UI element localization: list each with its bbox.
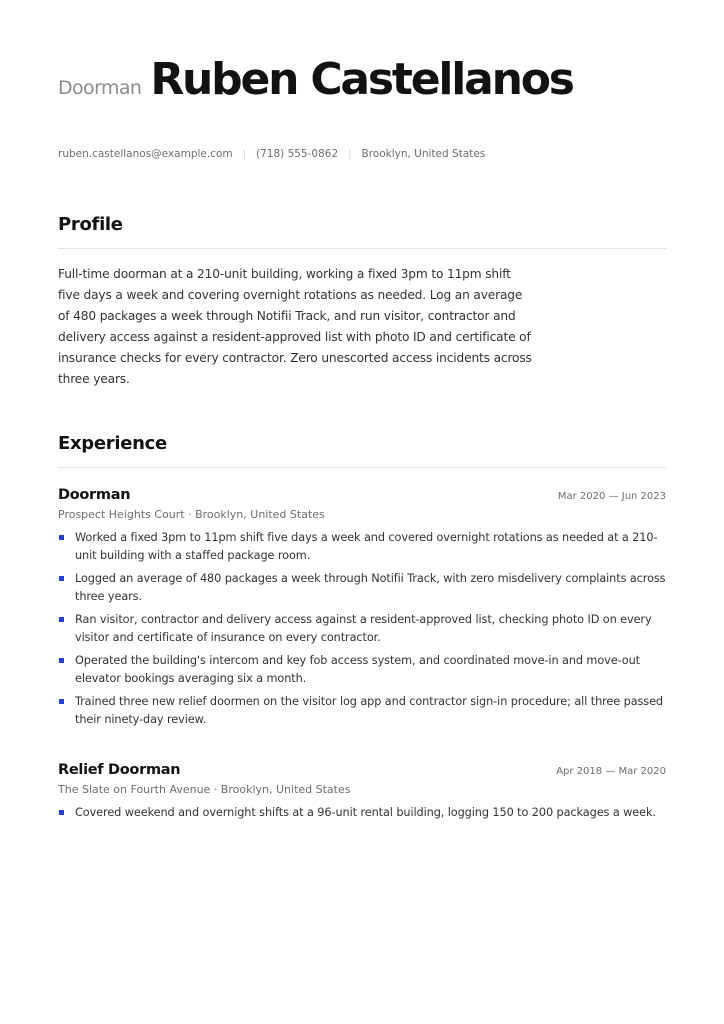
experience-bullet [58, 804, 666, 822]
experience-bullet [58, 611, 666, 647]
experience-item [58, 762, 666, 827]
bullet-square-icon [59, 535, 64, 540]
contact-separator: | [242, 148, 246, 160]
resume-header [58, 54, 573, 105]
bullet-square-icon [59, 576, 64, 581]
contact-location: Brooklyn, United States [361, 148, 486, 160]
experience-bullet [58, 693, 666, 729]
experience-item-header [58, 487, 666, 503]
experience-bullet-text: Logged an average of 480 packages a week through Notifii Track, with zero misdelivery complaints across three years. [75, 572, 666, 603]
experience-dates: Mar 2020 — Jun 2023 [557, 491, 666, 502]
experience-bullet [58, 652, 666, 688]
experience-bullet-list [58, 804, 666, 822]
contact-separator: | [348, 148, 352, 160]
experience-role: Relief Doorman [58, 762, 181, 778]
experience-bullet-text: Trained three new relief doormen on the visitor log app and contractor sign-in procedure; all three passed their ninety-day review. [75, 695, 664, 726]
contact-email[interactable]: ruben.castellanos@example.com [58, 148, 233, 160]
experience-item-header [58, 762, 666, 778]
experience-dates: Apr 2018 — Mar 2020 [556, 766, 666, 777]
contact-phone[interactable]: (718) 555-0862 [256, 148, 339, 160]
experience-organization: The Slate on Fourth Avenue · Brooklyn, United States [58, 783, 351, 796]
profile-section [58, 214, 666, 390]
candidate-name: Ruben Castellanos [150, 54, 573, 105]
experience-bullet [58, 570, 666, 606]
contact-line [58, 148, 485, 160]
experience-bullet-list [58, 529, 666, 729]
experience-bullet-text: Covered weekend and overnight shifts at a 96-unit rental building, logging 150 to 200 packages a week. [75, 806, 656, 819]
experience-role: Doorman [58, 487, 131, 503]
section-heading-experience: Experience [58, 433, 666, 468]
experience-section [58, 433, 666, 468]
bullet-square-icon [59, 699, 64, 704]
section-heading-profile: Profile [58, 214, 666, 249]
experience-bullet-text: Ran visitor, contractor and delivery access against a resident-approved list, checking photo ID on every visitor and certificate of insurance on every contractor. [75, 613, 652, 644]
experience-bullet [58, 529, 666, 565]
experience-item [58, 487, 666, 734]
bullet-square-icon [59, 617, 64, 622]
bullet-square-icon [59, 810, 64, 815]
experience-bullet-text: Worked a fixed 3pm to 11pm shift five days a week and covered overnight rotations as needed at a 210-unit building with a staffed package room. [75, 531, 658, 562]
profile-summary: Full-time doorman at a 210-unit building, working a fixed 3pm to 11pm shift five days a week and covering overnight rotations as needed. Log an average of 480 packages a week through Notifii Track, and run visitor, contractor and delivery access against a resident-approved list with photo ID and certificate of insurance checks for every contractor. Zero unescorted access incidents across three years. [58, 267, 532, 386]
experience-organization: Prospect Heights Court · Brooklyn, United States [58, 508, 325, 521]
experience-bullet-text: Operated the building's intercom and key fob access system, and coordinated move-in and move-out elevator bookings averaging six a month. [75, 654, 640, 685]
bullet-square-icon [59, 658, 64, 663]
job-title: Doorman [58, 77, 142, 99]
